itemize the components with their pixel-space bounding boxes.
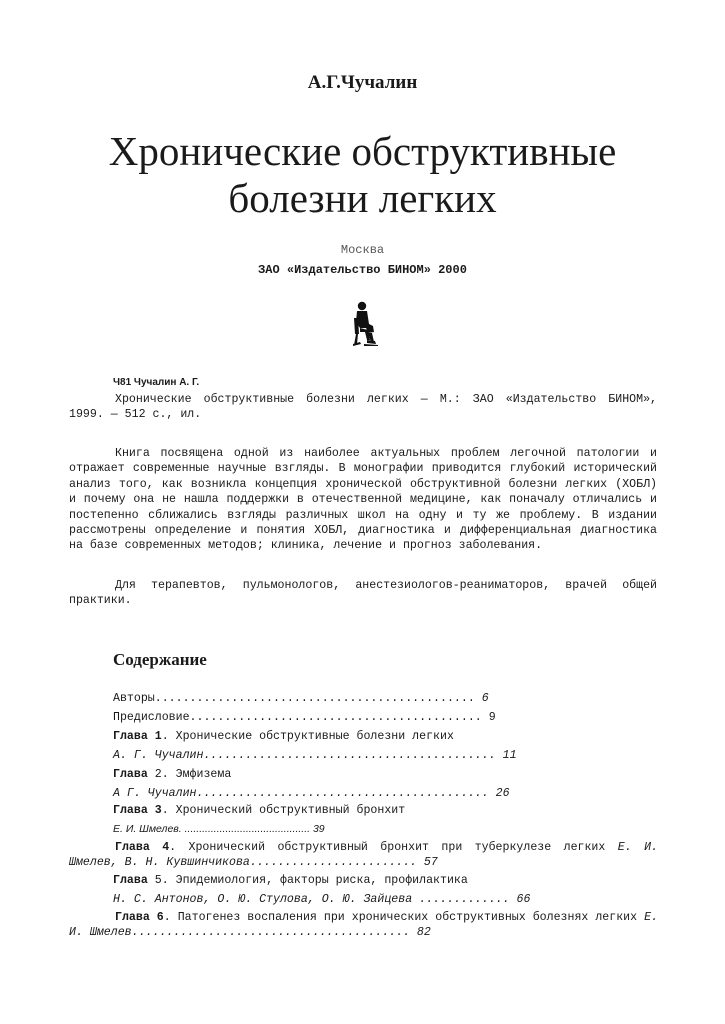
- toc-entry-chapter-2[interactable]: [113, 767, 658, 782]
- seated-figure-icon: [348, 300, 380, 348]
- toc-chapter-5-title: 5. Эпидемиология, факторы риска, профилактика: [147, 874, 468, 887]
- toc-chapter-3-label: Глава 3: [113, 804, 162, 817]
- target-audience: Для терапевтов, пульмонологов, анестезиологов-реаниматоров, врачей общей практики.: [69, 579, 657, 608]
- toc-chapter-5-author: Н. С. Антонов, О. Ю. Стулова, О. Ю. Зайцева ............. 66: [113, 893, 531, 906]
- book-title-line-1: Хронические обструктивные: [108, 128, 617, 174]
- toc-chapter-4-label: Глава 4: [115, 841, 170, 854]
- toc-entry-preface[interactable]: Предисловие.......................................... 9: [113, 711, 496, 724]
- toc-chapter-5-label: Глава: [113, 874, 148, 887]
- toc-chapter-1-title: . Хронические обструктивные болезни легких: [161, 730, 454, 743]
- book-title: [0, 128, 725, 222]
- contents-heading: Содержание: [113, 650, 207, 669]
- toc-chapter-3-title: . Хронический обструктивный бронхит: [161, 804, 406, 817]
- toc-chapter-3-author: Е. И. Шмелев. ........................................... 39: [113, 823, 325, 835]
- toc-chapter-6-title: . Патогенез воспаления при хронических обструктивных болезнях легких: [163, 911, 645, 924]
- toc-entry-chapter-1[interactable]: [113, 729, 658, 744]
- toc-authors-page: 6: [481, 692, 489, 705]
- toc-chapter-2-title: 2. Эмфизема: [147, 768, 232, 781]
- publication-city: Москва: [340, 243, 385, 257]
- publisher-line: ЗАО «Издательство БИНОМ» 2000: [258, 263, 467, 277]
- bibliographic-description: Хронические обструктивные болезни легких — М.: ЗАО «Издательство БИНОМ», 1999. — 512 с., ил.: [69, 393, 657, 422]
- book-title-line-2: болезни легких: [228, 175, 497, 221]
- toc-chapter-2-label: Глава: [113, 768, 148, 781]
- toc-chapter-6-author: Е. И. Шмелев........................................ 82: [69, 911, 659, 940]
- toc-chapter-4-author: Е. И. Шмелев, В. Н. Кувшинчикова........................ 57: [69, 841, 658, 870]
- toc-entry-chapter-6[interactable]: [69, 910, 658, 941]
- toc-chapter-1-label: Глава 1: [113, 730, 162, 743]
- catalog-code: Ч81 Чучалин А. Г.: [113, 377, 200, 388]
- toc-chapter-2-author: А Г. Чучалин.......................................... 26: [113, 787, 510, 800]
- toc-entry-chapter-5[interactable]: [113, 873, 658, 888]
- toc-chapter-6-label: Глава 6: [115, 911, 164, 924]
- toc-entry-authors[interactable]: [113, 691, 658, 706]
- author-name: А.Г.Чучалин: [307, 72, 418, 93]
- toc-chapter-1-author: А. Г. Чучалин.......................................... 11: [113, 749, 517, 762]
- toc-entry-chapter-4[interactable]: [69, 840, 658, 871]
- toc-authors-text: Авторы..............................................: [113, 692, 482, 705]
- book-annotation: Книга посвящена одной из наиболее актуальных проблем легочной патологии и отражает современные научные взгляды. В монографии приводится глубокий исторический анализ того, как возникла концепция хронической обструктивной болезни легких (ХОБЛ) и почему она не нашла поддержки в отечественной медицине, как поначалу отличались и постепенно сближались взгляды различных школ на одну и ту же проблему. В издании рассмотрены определение и понятия ХОБЛ, диагностика и дифференциальная диагностика на базе современных методов; клиника, лечение и прогноз заболевания.: [69, 447, 657, 553]
- toc-entry-chapter-3[interactable]: [113, 803, 658, 818]
- toc-chapter-4-title: . Хронический обструктивный бронхит при туберкулезе легких: [169, 841, 618, 854]
